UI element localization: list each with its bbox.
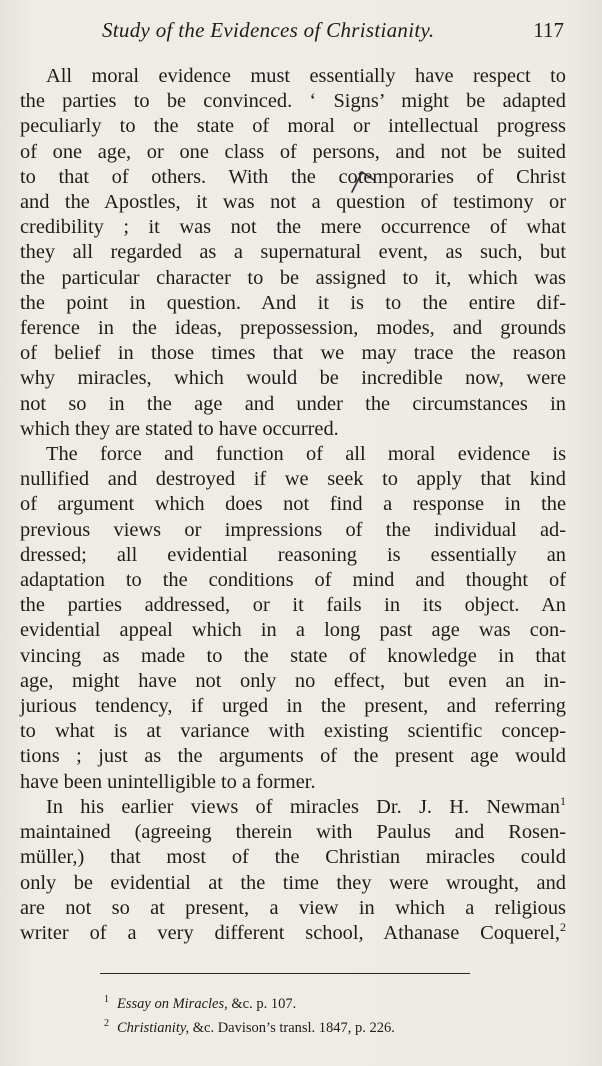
page-number: 117 <box>533 18 564 42</box>
text-line: In his earlier views of miracles Dr. J. H. Newman <box>46 795 560 818</box>
text-line: the point in question. And it is to the entire dif- <box>20 291 566 314</box>
text-line: which they are stated to have occurred. <box>20 417 339 440</box>
text-line: The force and function of all moral evidence is <box>46 443 566 466</box>
text-line: nullified and destroyed if we seek to apply that kind <box>20 468 566 491</box>
text-line: are not so at present, a view in which a religious <box>20 896 566 919</box>
text-line: have been unintelligible to a former. <box>20 770 316 793</box>
paragraph-3 <box>20 795 566 946</box>
footnote-mark: 1 <box>104 994 109 1005</box>
text-line: dressed; all evidential reasoning is essentially an <box>20 543 566 566</box>
text-line: and the Apostles, it was not a question of testimony or <box>20 191 566 214</box>
footnotes <box>104 990 544 1038</box>
text-line: credibility ; it was not the mere occurrence of what <box>20 216 566 239</box>
text-line-with-note <box>20 795 566 820</box>
footnote-rule <box>100 973 470 974</box>
footnote-1 <box>104 990 544 1014</box>
paragraph-2 <box>20 442 566 795</box>
text-line: of belief in those times that we may trace the reason <box>20 342 566 365</box>
text-line: jurious tendency, if urged in the present, and referring <box>20 695 566 718</box>
text-line: why miracles, which would be incredible now, were <box>20 367 566 390</box>
text-line: the particular character to be assigned to it, which was <box>20 266 566 289</box>
text-line: of one age, or one class of persons, and not be suited <box>20 140 566 163</box>
text-line: they all regarded as a supernatural event, as such, but <box>20 241 566 264</box>
text-line: writer of a very different school, Athanase Coquerel, <box>20 921 560 944</box>
footnote-title: Essay on Miracles, <box>117 995 228 1012</box>
text-line: of argument which does not find a response in the <box>20 493 566 516</box>
footnote-ref: 1 <box>560 794 566 809</box>
text-line: peculiarly to the state of moral or intellectual progress <box>20 115 566 138</box>
text-line: müller,) that most of the Christian miracles could <box>20 846 566 869</box>
text-line: age, might have not only no effect, but even an in- <box>20 669 566 692</box>
text-line: tions ; just as the arguments of the present age would <box>20 745 566 768</box>
footnote-text: &c. p. 107. <box>227 995 297 1012</box>
footnote-text: &c. Davison’s transl. 1847, p. 226. <box>189 1019 395 1036</box>
handwritten-caret-mark <box>348 166 378 196</box>
body-text <box>20 64 566 946</box>
text-line: to what is at variance with existing scientific concep- <box>20 720 566 743</box>
text-line: the parties to be convinced. ‘ Signs’ might be adapted <box>20 90 566 113</box>
text-line: maintained (agreeing therein with Paulus and Rosen- <box>20 821 566 844</box>
footnote-mark: 2 <box>104 1017 109 1029</box>
footnote-title: Christianity, <box>117 1019 190 1036</box>
text-line: previous views or impressions of the individual ad- <box>20 518 566 541</box>
text-line: vincing as made to the state of knowledge in that <box>20 644 566 667</box>
text-line: not so in the age and under the circumstances in <box>20 392 566 415</box>
text-line: All moral evidence must essentially have respect to <box>46 65 566 87</box>
text-line: to that of others. With the cotemporaries of Christ <box>20 165 566 188</box>
text-line: the parties addressed, or it fails in its object. An <box>20 594 566 617</box>
footnote-2 <box>104 1014 544 1038</box>
page-header <box>22 18 566 48</box>
text-line: evidential appeal which in a long past age was con- <box>20 619 566 642</box>
running-title: Study of the Evidences of Christianity. <box>102 18 435 42</box>
text-line: ference in the ideas, prepossession, modes, and grounds <box>20 317 566 340</box>
paragraph-1 <box>20 64 566 442</box>
footnote-ref: 2 <box>560 920 566 935</box>
text-line: only be evidential at the time they were wrought, and <box>20 871 566 894</box>
text-line-with-note <box>20 921 566 946</box>
text-line: adaptation to the conditions of mind and thought of <box>20 569 566 592</box>
